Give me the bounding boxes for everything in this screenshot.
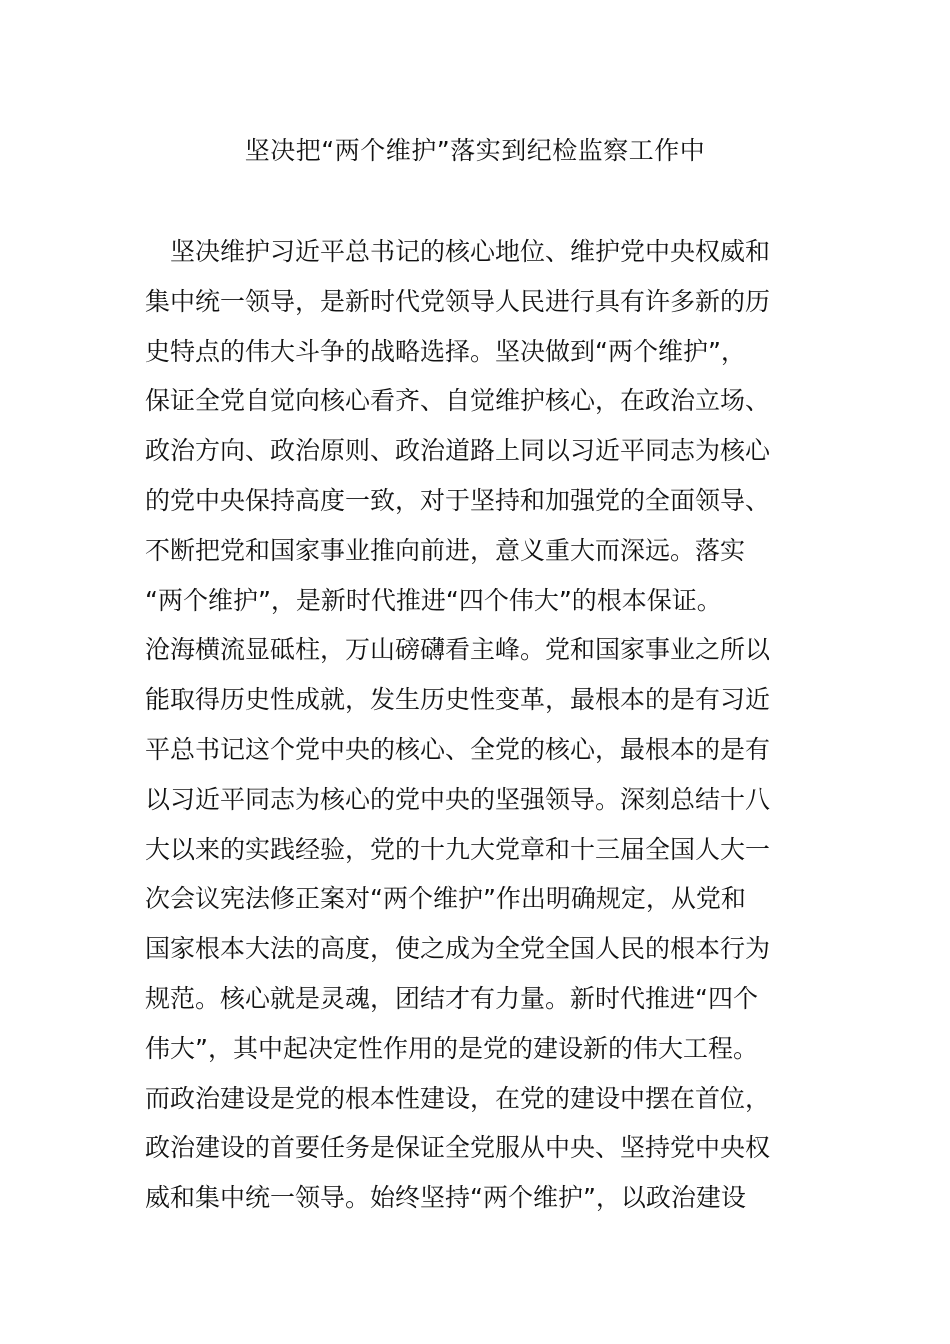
body-line: 国家根本大法的高度，使之成为全党全国人民的根本行为 [145, 934, 771, 964]
body-line: 史特点的伟大斗争的战略选择。坚决做到“两个维护”， [145, 336, 746, 366]
document-title: 坚决把“两个维护”落实到纪检监察工作中 [244, 136, 706, 165]
body-line: 政治方向、政治原则、政治道路上同以习近平同志为核心 [145, 436, 771, 466]
body-line: “两个维护”，是新时代推进“四个伟大”的根本保证。 [145, 585, 722, 615]
body-line: 规范。核心就是灵魂，团结才有力量。新时代推进“四个 [145, 983, 758, 1013]
body-line: 大以来的实践经验，党的十九大党章和十三届全国人大一 [145, 834, 771, 864]
body-line: 以习近平同志为核心的党中央的坚强领导。深刻总结十八 [145, 784, 771, 814]
body-line: 坚决维护习近平总书记的核心地位、维护党中央权威和 [145, 237, 771, 266]
body-line: 次会议宪法修正案对“两个维护”作出明确规定，从党和 [145, 884, 746, 914]
body-line: 保证全党自觉向核心看齐、自觉维护核心，在政治立场、 [145, 386, 771, 416]
body-line: 沧海横流显砥柱，万山磅礴看主峰。党和国家事业之所以 [145, 635, 771, 665]
body-line: 集中统一领导，是新时代党领导人民进行具有许多新的历 [145, 286, 771, 316]
body-line: 而政治建设是党的根本性建设，在党的建设中摆在首位， [145, 1083, 771, 1113]
body-line: 的党中央保持高度一致，对于坚持和加强党的全面领导、 [145, 485, 771, 515]
body-line: 不断把党和国家事业推向前进，意义重大而深远。落实 [145, 535, 746, 565]
body-line: 政治建设的首要任务是保证全党服从中央、坚持党中央权 [145, 1133, 771, 1163]
document-body [145, 227, 795, 1223]
body-line: 能取得历史性成就，发生历史性变革，最根本的是有习近 [145, 685, 771, 715]
body-line: 平总书记这个党中央的核心、全党的核心，最根本的是有 [145, 734, 771, 764]
body-line: 伟大”，其中起决定性作用的是党的建设新的伟大工程。 [145, 1033, 758, 1063]
body-line: 威和集中统一领导。始终坚持“两个维护”，以政治建设 [145, 1183, 746, 1213]
